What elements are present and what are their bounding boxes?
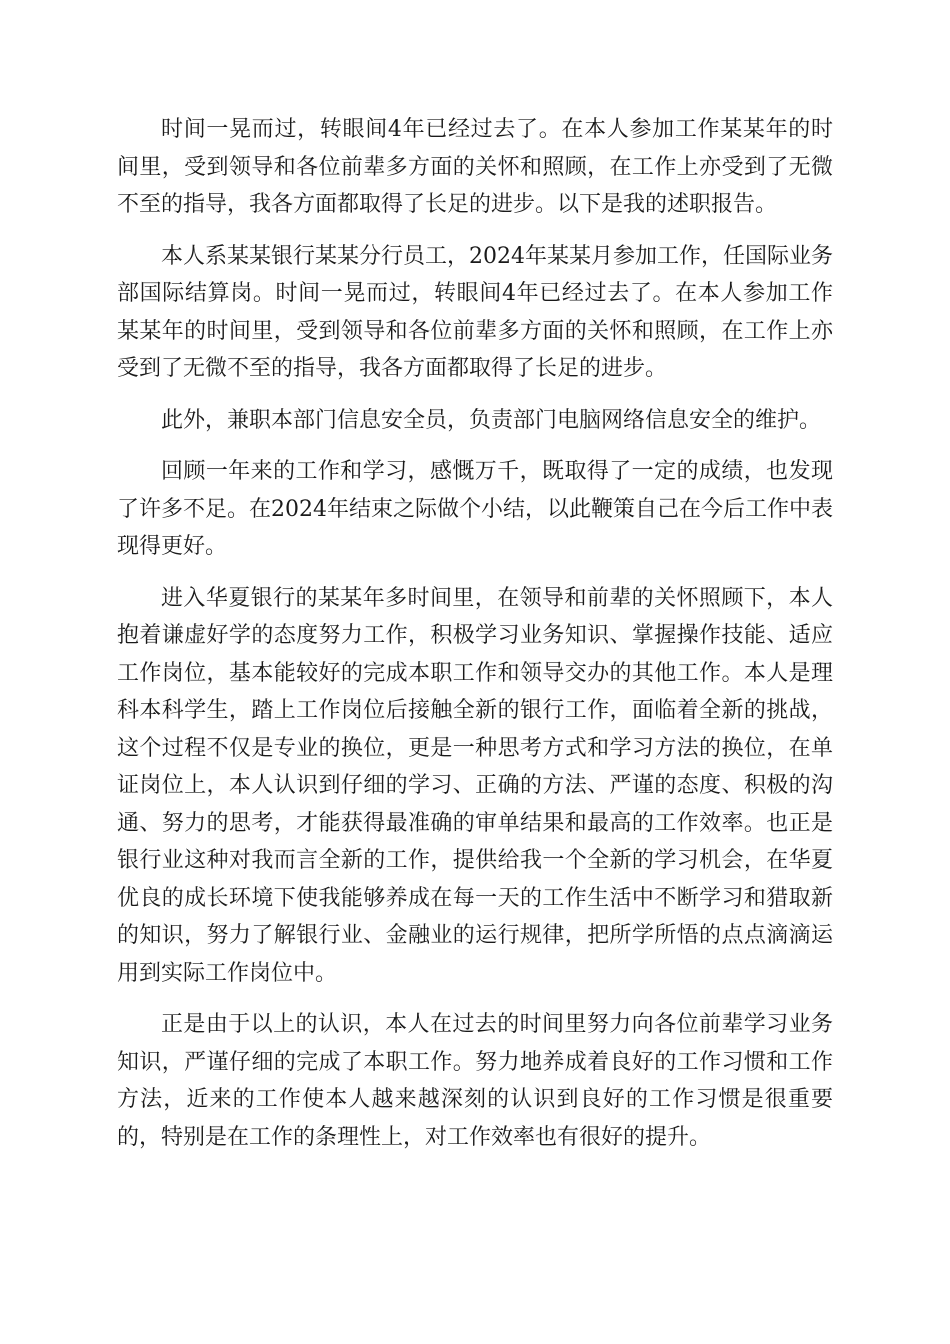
paragraph-3: 此外，兼职本部门信息安全员，负责部门电脑网络信息安全的维护。: [161, 407, 822, 433]
paragraph-1: 时间一晃而过，转眼间4年已经过去了。在本人参加工作某某年的时间里，受到领导和各位前辈多方面的关怀和照顾，在工作上亦受到了无微不至的指导，我各方面都取得了长足的进步。以下是我的述职报告。: [117, 117, 833, 217]
paragraph-4: 回顾一年来的工作和学习，感慨万千，既取得了一定的成绩，也发现了许多不足。在2024年结束之际做个小结，以此鞭策自己在今后工作中表现得更好。: [117, 459, 833, 559]
paragraph-5: 进入华夏银行的某某年多时间里，在领导和前辈的关怀照顾下，本人抱着谦虚好学的态度努力工作，积极学习业务知识、掌握操作技能、适应工作岗位，基本能较好的完成本职工作和领导交办的其他工作。本人是理科本科学生，踏上工作岗位后接触全新的银行工作，面临着全新的挑战，这个过程不仅是专业的换位，更是一种思考方式和学习方法的换位，在单证岗位上，本人认识到仔细的学习、正确的方法、严谨的态度、积极的沟通、努力的思考，才能获得最准确的审单结果和最高的工作效率。也正是银行业这种对我而言全新的工作，提供给我一个全新的学习机会，在华夏优良的成长环境下使我能够养成在每一天的工作生活中不断学习和猎取新的知识，努力了解银行业、金融业的运行规律，把所学所悟的点点滴滴运用到实际工作岗位中。: [117, 585, 833, 986]
paragraph-2: 本人系某某银行某某分行员工，2024年某某月参加工作，任国际业务部国际结算岗。时间一晃而过，转眼间4年已经过去了。在本人参加工作某某年的时间里，受到领导和各位前辈多方面的关怀和照顾，在工作上亦受到了无微不至的指导，我各方面都取得了长足的进步。: [117, 243, 833, 381]
paragraph-6: 正是由于以上的认识，本人在过去的时间里努力向各位前辈学习业务知识，严谨仔细的完成了本职工作。努力地养成着良好的工作习惯和工作方法，近来的工作使本人越来越深刻的认识到良好的工作习惯是很重要的，特别是在工作的条理性上，对工作效率也有很好的提升。: [117, 1012, 833, 1150]
document-page: [117, 111, 833, 1170]
